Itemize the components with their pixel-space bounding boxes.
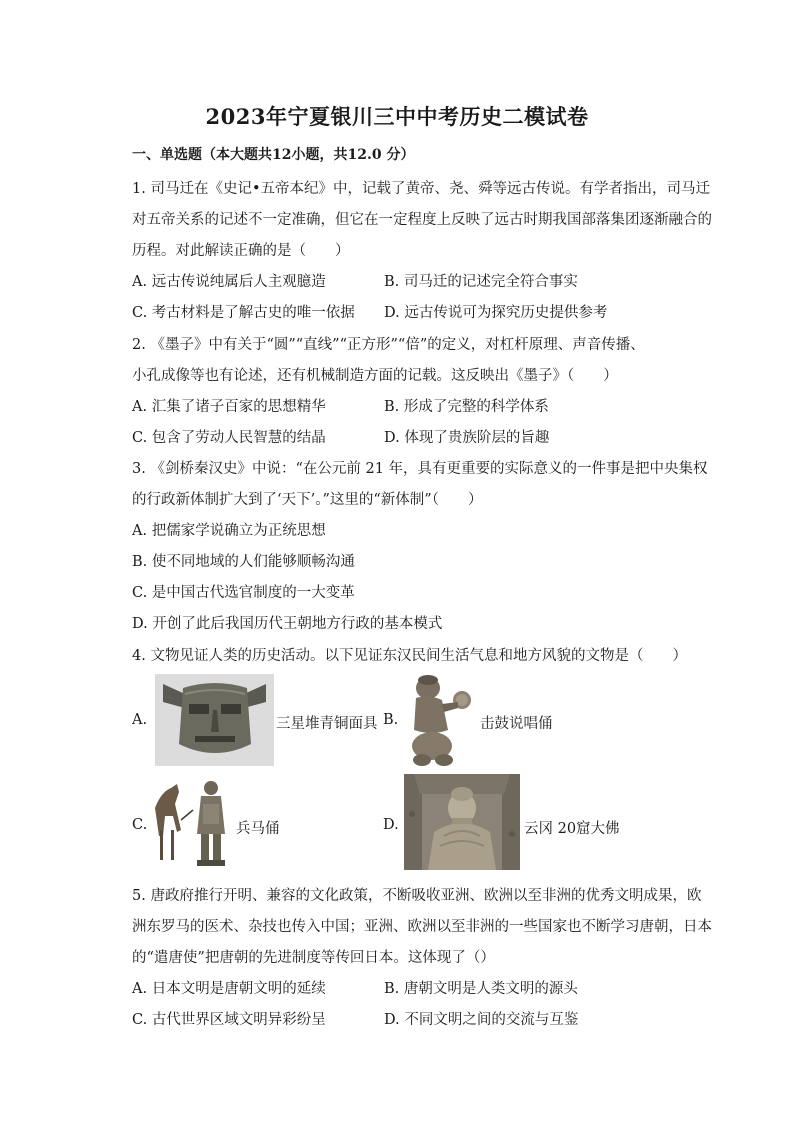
question-2-line-2: 小孔成像等也有论述，还有机械制造方面的记载。这反映出《墨子》（ ） bbox=[132, 368, 618, 384]
question-3-option-a[interactable]: A. 把儒家学说确立为正统思想 bbox=[132, 523, 326, 539]
question-5-option-a[interactable]: A. 日本文明是唐朝文明的延续 bbox=[132, 981, 326, 997]
question-2-option-d[interactable]: D. 体现了贵族阶层的旨趣 bbox=[384, 430, 550, 446]
question-1-line-2: 对五帝关系的记述不一定准确，但它在一定程度上反映了远古时期我国部落集团逐渐融合的 bbox=[132, 212, 712, 228]
question-5-option-d[interactable]: D. 不同文明之间的交流与互鉴 bbox=[384, 1012, 579, 1028]
question-1-line-1: 1. 司马迁在《史记•五帝本纪》中，记载了黄帝、尧、舜等远古传说。有学者指出，司马迁 bbox=[132, 181, 710, 197]
question-3-line-2: 的行政新体制扩大到了‘天下’。”这里的“新体制”（ ） bbox=[132, 492, 483, 508]
page-title: 2023年宁夏银川三中中考历史二模试卷 bbox=[205, 104, 589, 129]
question-4-option-a-letter[interactable]: A. bbox=[132, 712, 148, 728]
yungang-buddha-image[interactable] bbox=[404, 774, 520, 870]
question-1-option-d[interactable]: D. 远古传说可为探究历史提供参考 bbox=[384, 305, 608, 321]
question-5-option-b[interactable]: B. 唐朝文明是人类文明的源头 bbox=[384, 981, 578, 997]
question-2-option-a[interactable]: A. 汇集了诸子百家的思想精华 bbox=[132, 399, 326, 415]
question-4-option-d-letter[interactable]: D. bbox=[383, 817, 399, 833]
question-5-line-3: 的“遣唐使”把唐朝的先进制度等传回日本。这体现了（） bbox=[132, 950, 495, 966]
bronze-mask-image[interactable] bbox=[155, 674, 274, 766]
question-4-option-c-caption: 兵马俑 bbox=[236, 821, 280, 837]
question-1-line-3: 历程。对此解读正确的是（ ） bbox=[132, 243, 350, 259]
question-5-option-c[interactable]: C. 古代世界区域文明异彩纷呈 bbox=[132, 1012, 326, 1028]
question-4-option-a-caption: 三星堆青铜面具 bbox=[276, 716, 378, 732]
question-5-line-2: 洲东罗马的医术、杂技也传入中国；亚洲、欧洲以至非洲的一些国家也不断学习唐朝，日本 bbox=[132, 919, 712, 935]
question-2-option-b[interactable]: B. 形成了完整的科学体系 bbox=[384, 399, 549, 415]
terracotta-warrior-image[interactable] bbox=[151, 774, 233, 872]
question-1-option-a[interactable]: A. 远古传说纯属后人主观臆造 bbox=[132, 274, 326, 290]
question-1-option-c[interactable]: C. 考古材料是了解古史的唯一依据 bbox=[132, 305, 355, 321]
question-3-line-1: 3. 《剑桥秦汉史》中说：“在公元前 21 年，具有更重要的实际意义的一件事是把中央集权 bbox=[132, 461, 708, 477]
question-4-option-b-caption: 击鼓说唱俑 bbox=[480, 716, 553, 732]
section-heading: 一、单选题（本大题共12小题，共12.0 分） bbox=[132, 147, 415, 163]
question-3-option-d[interactable]: D. 开创了此后我国历代王朝地方行政的基本模式 bbox=[132, 616, 443, 632]
question-1-option-b[interactable]: B. 司马迁的记述完全符合事实 bbox=[384, 274, 578, 290]
question-4-option-b-letter[interactable]: B. bbox=[383, 712, 399, 728]
question-4-option-c-letter[interactable]: C. bbox=[132, 817, 148, 833]
question-5-line-1: 5. 唐政府推行开明、兼容的文化政策，不断吸收亚洲、欧洲以至非洲的优秀文明成果，欧 bbox=[132, 888, 702, 904]
question-3-option-c[interactable]: C. 是中国古代选官制度的一大变革 bbox=[132, 585, 355, 601]
question-4-option-d-caption: 云冈 20窟大佛 bbox=[524, 821, 620, 837]
drum-storyteller-figurine-image[interactable] bbox=[400, 672, 478, 770]
question-4-line-1: 4. 文物见证人类的历史活动。以下见证东汉民间生活气息和地方风貌的文物是（ ） bbox=[132, 648, 687, 664]
question-2-line-1: 2. 《墨子》中有关于“圆”“直线”“正方形”“倍”的定义，对杠杆原理、声音传播、 bbox=[132, 337, 645, 353]
question-3-option-b[interactable]: B. 使不同地域的人们能够顺畅沟通 bbox=[132, 554, 355, 570]
question-2-option-c[interactable]: C. 包含了劳动人民智慧的结晶 bbox=[132, 430, 326, 446]
